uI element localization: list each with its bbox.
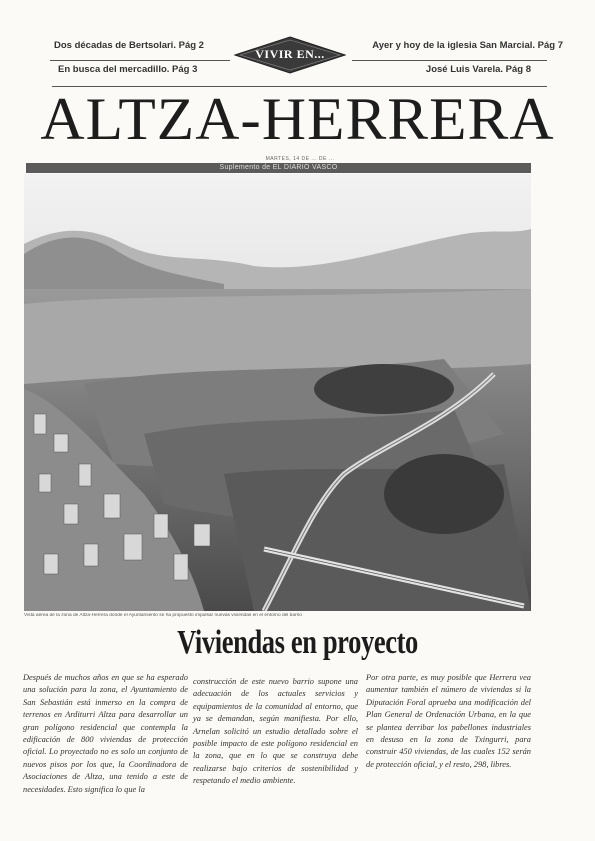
dateline: MARTES, 14 DE ... DE ... bbox=[265, 156, 335, 162]
article-headline: Viviendas en proyecto bbox=[177, 624, 418, 661]
teaser-varela[interactable]: José Luis Varela. Pág 8 bbox=[425, 64, 531, 75]
aerial-photo bbox=[24, 174, 531, 611]
article-column-2: construcción de este nuevo barrio supone una adecuación de los actuales servicios y equipamientos de la comunidad al entorno, que ya se demandan, según manifiesta. Por ello, Arnelan solicitó un estudio detallado sobre el posible impacto de este polígono residencial en la zona, que en lo que se construya debe realizarse bajo criterios de sostenibilidad y respetando el medio ambiente. bbox=[193, 677, 358, 786]
masthead-title: ALTZA-HERRERA bbox=[40, 86, 555, 152]
vivir-en-badge bbox=[234, 36, 346, 74]
teaser-mercadillo[interactable]: En busca del mercadillo. Pág 3 bbox=[58, 64, 198, 75]
teaser-iglesia[interactable]: Ayer y hoy de la iglesia San Marcial. Pág 7 bbox=[372, 40, 563, 51]
article-column-3: Por otra parte, es muy posible que Herrera vea aumentar también el número de viviendas si la Diputación Foral aprueba una modificación del Plan General de Ordenación Urbana, en la que se plantea derribar los pabellones industriales en desuso en la zona de Txingurri, para construir 450 viviendas, de las cuales 152 serán de protección oficial, y el resto, 298, libres. bbox=[366, 673, 531, 769]
supplement-banner: Suplemento de EL DIARIO VASCO bbox=[26, 163, 531, 173]
teaser-divider bbox=[50, 60, 230, 61]
badge-label: VIVIR EN... bbox=[255, 47, 325, 61]
teaser-bertsolari[interactable]: Dos décadas de Bertsolari. Pág 2 bbox=[54, 40, 204, 51]
teaser-divider bbox=[352, 60, 547, 61]
photo-caption: Vista aérea de la zona de Altza-Herrera donde el Ayuntamiento se ha propuesto impulsar nuevas viviendas en el entorno del barrio bbox=[24, 613, 302, 618]
article-column-1: Después de muchos años en que se ha esperado una solución para la zona, el Ayuntamiento de San Sebastián está inmerso en la compra de terrenos en Arditurri Altza para desarrollar un gran polígono residencial que contempla la edificación de 800 viviendas de protección oficial. Lo proyectado no es solo un conjunto de nuevos pisos por los que, la Coordinadora de Asociaciones de Altza, una tenido a este de necesidades. Esto significa lo que la bbox=[23, 673, 188, 794]
